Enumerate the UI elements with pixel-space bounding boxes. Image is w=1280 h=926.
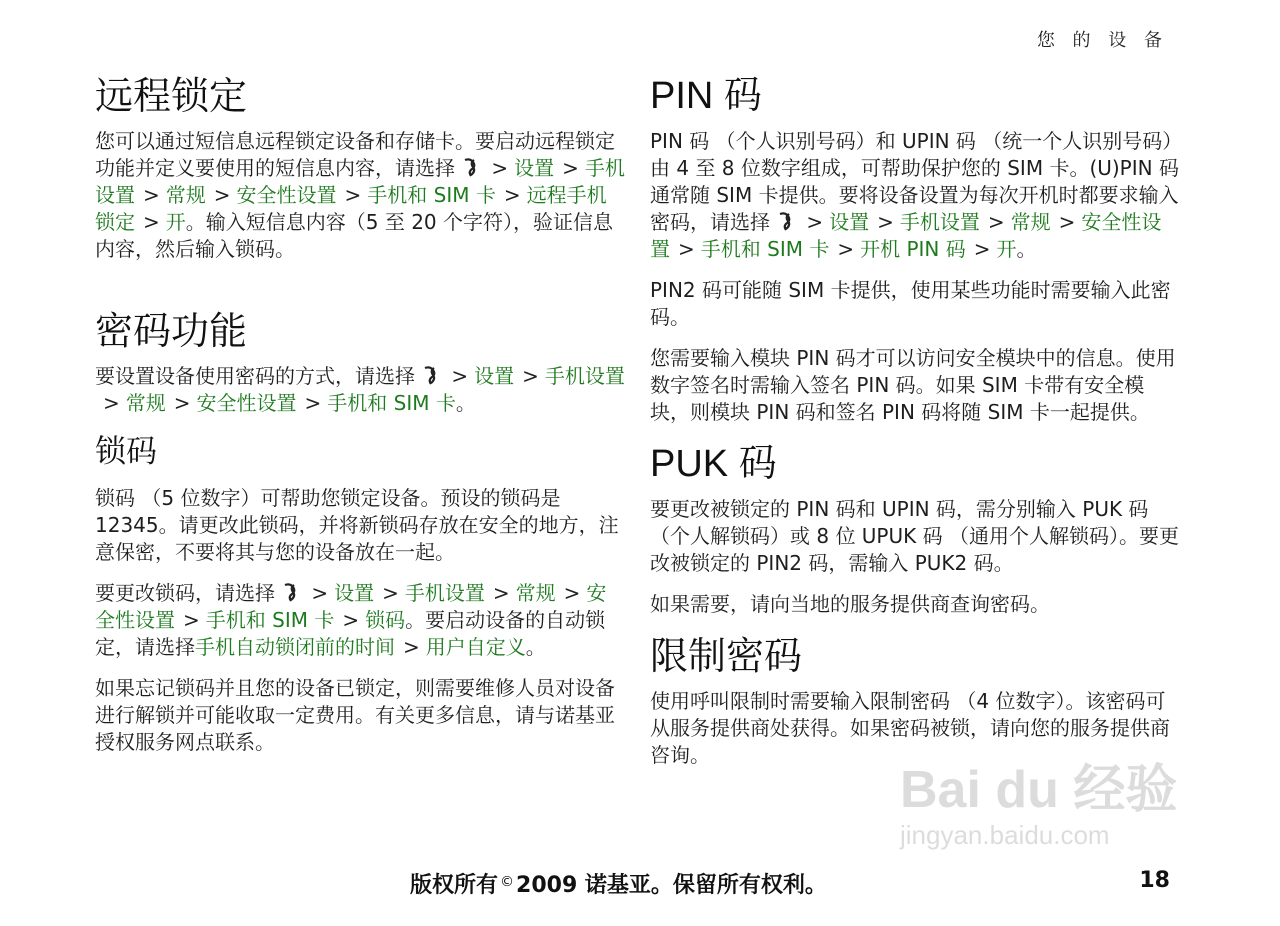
menu-path-item: 手机和 SIM 卡 (700, 237, 830, 261)
barring-paragraph-1: 使用呼叫限制时需要输入限制密码 （4 位数字）。该密码可从服务提供商处获得。如果密码被锁，请向您的服务提供商咨询。 (650, 689, 1170, 767)
menu-path-item: 开 (996, 237, 1017, 261)
menu-path-item: 设置 (514, 156, 555, 180)
puk-paragraph-2: 如果需要，请向当地的服务提供商查询密码。 (650, 592, 1050, 616)
menu-path-item: 安全性设置 (650, 210, 1162, 261)
menu-path-item: 开机 PIN 码 (860, 237, 966, 261)
menu-path-item: 手机和 SIM 卡 (327, 391, 456, 415)
running-header: 您 的 设 备 (1036, 30, 1168, 51)
pin-paragraph-1: PIN 码 （个人识别号码）和 UPIN 码 （统一个人识别号码）由 4 至 8 位数字组成，可帮助保护您的 SIM 卡。(U)PIN 码通常随 SIM 卡提供。要将设备设置为每次开机时都要求输入密码，请选择 > 设置 > 手机设置 > 常规 > 安全性设置 > 手机和 SIM 卡 > 开机 PIN 码 > 开。 (650, 129, 1179, 261)
menu-path-item: 常规 (165, 183, 206, 207)
section-title-barring: 限制密码 (650, 634, 803, 678)
menu-path-item: 常规 (1010, 210, 1051, 234)
lock-code-paragraph-1: 锁码 （5 位数字）可帮助您锁定设备。预设的锁码是 12345。请更改此锁码，并将新锁码存放在安全的地方，注意保密，不要将其与您的设备放在一起。 (95, 486, 619, 564)
copyright-footer: 版权所有 ©2009 诺基亚。保留所有权利。 (410, 873, 827, 898)
section-title-remote-lock: 远程锁定 (95, 74, 248, 118)
menu-key-icon (461, 157, 479, 179)
menu-path-item: 安全性设置 (236, 183, 337, 207)
menu-path-item: 常规 (125, 391, 166, 415)
menu-path-item: 设置 (474, 364, 515, 388)
menu-path-item: 手机设置 (95, 156, 625, 207)
menu-path-item: 手机自动锁闭前的时间 (195, 635, 395, 659)
section-title-pin: PIN 码 (650, 75, 762, 117)
copyright-symbol: © (500, 874, 515, 890)
menu-path-item: 手机和 SIM 卡 (367, 183, 496, 207)
watermark (900, 760, 1200, 870)
lock-code-paragraph-2: 要更改锁码，请选择 > 设置 > 手机设置 > 常规 > 安全性设置 > 手机和 SIM 卡 > 锁码。要启动设备的自动锁定，请选择手机自动锁闭前的时间 > 用户自定义。 (95, 581, 607, 659)
section-title-lock-code: 锁码 (95, 434, 157, 470)
menu-key-icon (776, 211, 794, 233)
section-title-password-functions: 密码功能 (95, 309, 248, 353)
menu-path-item: 手机设置 (404, 581, 485, 605)
page-number: 18 (1139, 868, 1170, 893)
menu-path-item: 安全性设置 (196, 391, 297, 415)
menu-key-icon (281, 582, 299, 604)
watermark-url: jingyan.baidu.com (900, 820, 1110, 850)
menu-path-item: 常规 (515, 581, 556, 605)
menu-path-item: 手机和 SIM 卡 (205, 608, 335, 632)
password-functions-paragraph: 要设置设备使用密码的方式，请选择 > 设置 > 手机设置> 常规 > 安全性设置 > 手机和 SIM 卡。 (95, 364, 625, 415)
right-column (650, 72, 1180, 783)
menu-path-item: 手机设置 (899, 210, 980, 234)
menu-path-item: 安全性设置 (95, 581, 607, 632)
menu-path-item: 手机设置 (544, 364, 625, 388)
watermark-brand: Bai du 经验 (900, 761, 1178, 819)
menu-path-item: 远程手机锁定 (95, 183, 607, 234)
puk-paragraph-1: 要更改被锁定的 PIN 码和 UPIN 码，需分别输入 PUK 码 （个人解锁码）或 8 位 UPUK 码 （通用个人解锁码）。要更改被锁定的 PIN2 码，需输入 PUK2 码。 (650, 497, 1179, 575)
section-title-puk: PUK 码 (650, 443, 777, 485)
pin-paragraph-2: PIN2 码可能随 SIM 卡提供，使用某些功能时需要输入此密码。 (650, 278, 1171, 329)
remote-lock-paragraph: 您可以通过短信息远程锁定设备和存储卡。要启动远程锁定功能并定义要使用的短信息内容，请选择 > 设置 > 手机设置 > 常规 > 安全性设置 > 手机和 SIM 卡 > 远程手机锁定 > 开。输入短信息内容（5 至 20 个字符），验证信息内容，然后输入锁码。 (95, 129, 625, 261)
pin-paragraph-3: 您需要输入模块 PIN 码才可以访问安全模块中的信息。使用数字签名时需输入签名 PIN 码。如果 SIM 卡带有安全模块，则模块 PIN 码和签名 PIN 码将随 SIM 卡一起提供。 (650, 346, 1176, 424)
menu-path-item: 开 (165, 210, 186, 234)
menu-key-icon (421, 365, 439, 387)
menu-path-item: 设置 (334, 581, 375, 605)
menu-path-item: 锁码 (365, 608, 406, 632)
left-column (95, 72, 625, 770)
lock-code-paragraph-3: 如果忘记锁码并且您的设备已锁定，则需要维修人员对设备进行解锁并可能收取一定费用。有关更多信息，请与诺基亚授权服务网点联系。 (95, 676, 615, 754)
menu-path-item: 设置 (829, 210, 870, 234)
menu-path-item: 用户自定义 (425, 635, 526, 659)
